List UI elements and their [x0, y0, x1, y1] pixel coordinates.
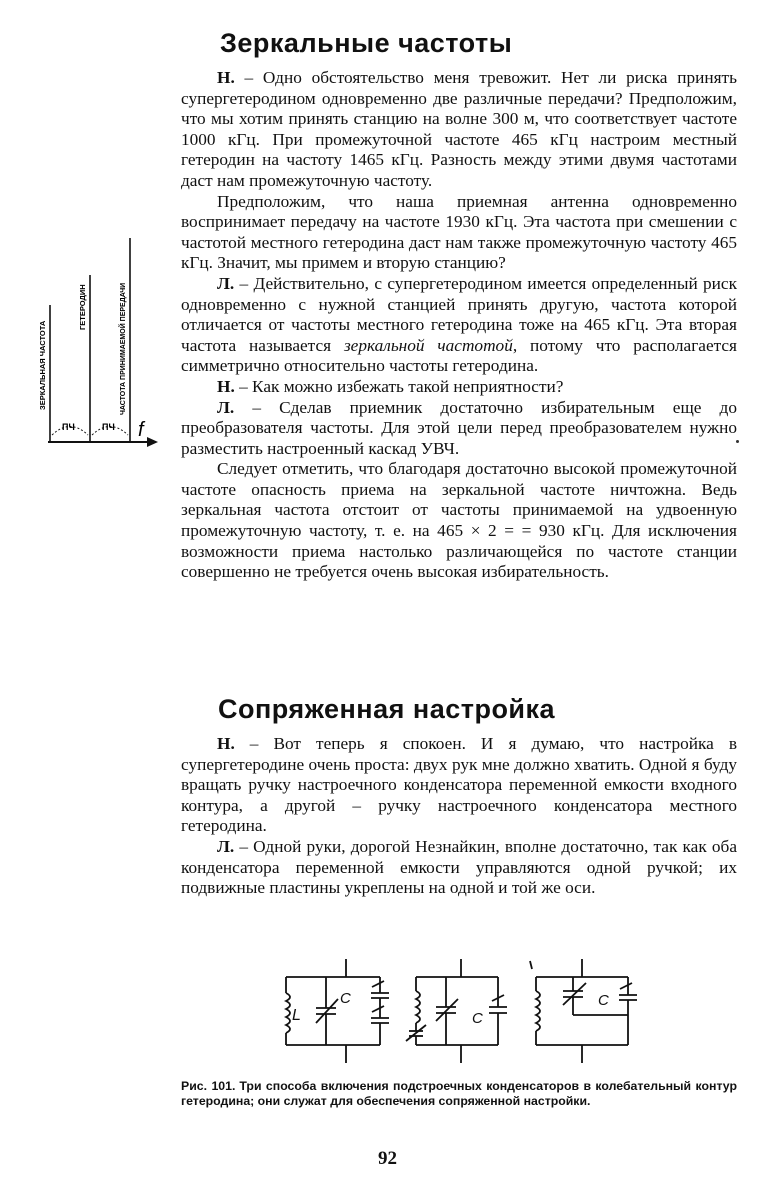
print-speck [736, 440, 739, 443]
capacitor-label-1: C [340, 990, 351, 1007]
paragraph-text: – Действительно, с супергетеродином имеется определенный риск одновременно с нужной станцией принять другую, частота которой отличается от частоты местного гетеродина тоже на 465 кГц. Эта вторая частота называется [181, 273, 737, 355]
figure-caption [181, 1079, 737, 1109]
mirror-frequency-label: ЗЕРКАЛЬНАЯ ЧАСТОТА [38, 320, 47, 410]
circuit-2 [406, 959, 507, 1063]
speaker-label: Л. [217, 836, 235, 856]
paragraph [181, 377, 737, 398]
speaker-label: Н. [217, 734, 235, 753]
paragraph-text: Следует отметить, что благодаря достаточно высокой промежуточной частоте опасность приема на зеркальной частоте ничтожна. Ведь зеркальная частота отстоит от частоты принимаемой на удвоенную промежуточную частоту, т. е. на 465 × 2 = = 930 кГц. Для исключения возможности приема настолько различающейся по частоте станции совершенно не требуется очень высокая избирательность. [181, 459, 737, 582]
section-body-mirror-frequencies [181, 68, 737, 583]
trimmer-circuits-figure [268, 955, 648, 1067]
paragraph-text: – Вот теперь я спокоен. И я думаю, что настройка в супергетеродине очень проста: двух рук мне должно хватить. Одной я буду вращать ручку настроечного конденсатора переменной емкости входного контура, а другой – ручку настроечного конденсатора местного гетеродина. [181, 734, 737, 836]
paragraph [181, 192, 737, 274]
speaker-label: Л. [217, 397, 235, 417]
inductor-label-1: L [292, 1007, 301, 1024]
caption-text: Три способа включения подстроечных конденсаторов в колебательный контур гетеродина; они служат для обеспечения сопряженной настройки. [181, 1079, 737, 1108]
if-label-right: ПЧ [102, 422, 115, 432]
paragraph [181, 274, 737, 377]
frequency-axis-label: f [138, 419, 144, 441]
paragraph [181, 734, 737, 837]
received-frequency-label: ЧАСТОТА ПРИНИМАЕМОЙ ПЕРЕДАЧИ [120, 282, 127, 415]
frequency-diagram [30, 230, 165, 455]
paragraph [181, 837, 737, 899]
speaker-label: Л. [217, 273, 235, 293]
paragraph-text: , потому что располагается симметрично относительно частоты гетеродина. [181, 335, 738, 376]
speaker-label: Н. [217, 376, 235, 396]
section-title-tracking: Сопряженная настройка [218, 694, 556, 724]
axis-arrow-icon [147, 437, 158, 447]
heterodyne-label: ГЕТЕРОДИН [78, 284, 87, 330]
capacitor-label-2: C [472, 1010, 483, 1027]
paragraph-text: Предположим, что наша приемная антенна одновременно воспринимает передачу на частоте 1930 кГц. Эта частота при смешении с частотой местного гетеродина даст нам также промежуточную частоту 465 кГц. Значит, мы примем и вторую станцию? [181, 191, 737, 273]
paragraph [181, 68, 737, 192]
paragraph-text: – Одно обстоятельство меня тревожит. Нет ли риска принять супергетеродином одновременно две различные передачи? Предположим, что мы хотим принять станцию на волне 300 м, что соответствует частоте 1000 кГц. При промежуточной частоте 465 кГц настроим местный гетеродин на частоту 1465 кГц. Разность между этими двумя частотами даст нам промежуточную частоту. [181, 68, 737, 190]
caption-label: Рис. 101. [181, 1079, 236, 1093]
paragraph [181, 459, 737, 583]
circuit-3 [530, 959, 637, 1063]
emphasized-term: зеркальной частотой [343, 335, 513, 355]
paragraph-text: – Как можно избежать такой неприятности? [234, 376, 564, 396]
paragraph-text: – Одной руки, дорогой Незнайкин, вполне достаточно, так как оба конденсатора переменной емкости управляются одной ручкой; их подвижные пластины укреплены на одной и той же оси. [181, 836, 737, 898]
page-number: 92 [378, 1148, 397, 1169]
section-body-tracking [181, 734, 737, 899]
paragraph [181, 398, 737, 460]
capacitor-label-3: C [598, 992, 609, 1009]
circuit-1 [286, 959, 389, 1063]
speaker-label: Н. [217, 68, 235, 87]
section-title-mirror-frequencies: Зеркальные частоты [220, 28, 513, 58]
paragraph-text: – Сделав приемник достаточно избирательным еще до преобразователя частоты. Для этой цели перед преобразователем нужно разместить настроенный каскад УВЧ. [181, 397, 737, 458]
if-label-left: ПЧ [62, 422, 75, 432]
